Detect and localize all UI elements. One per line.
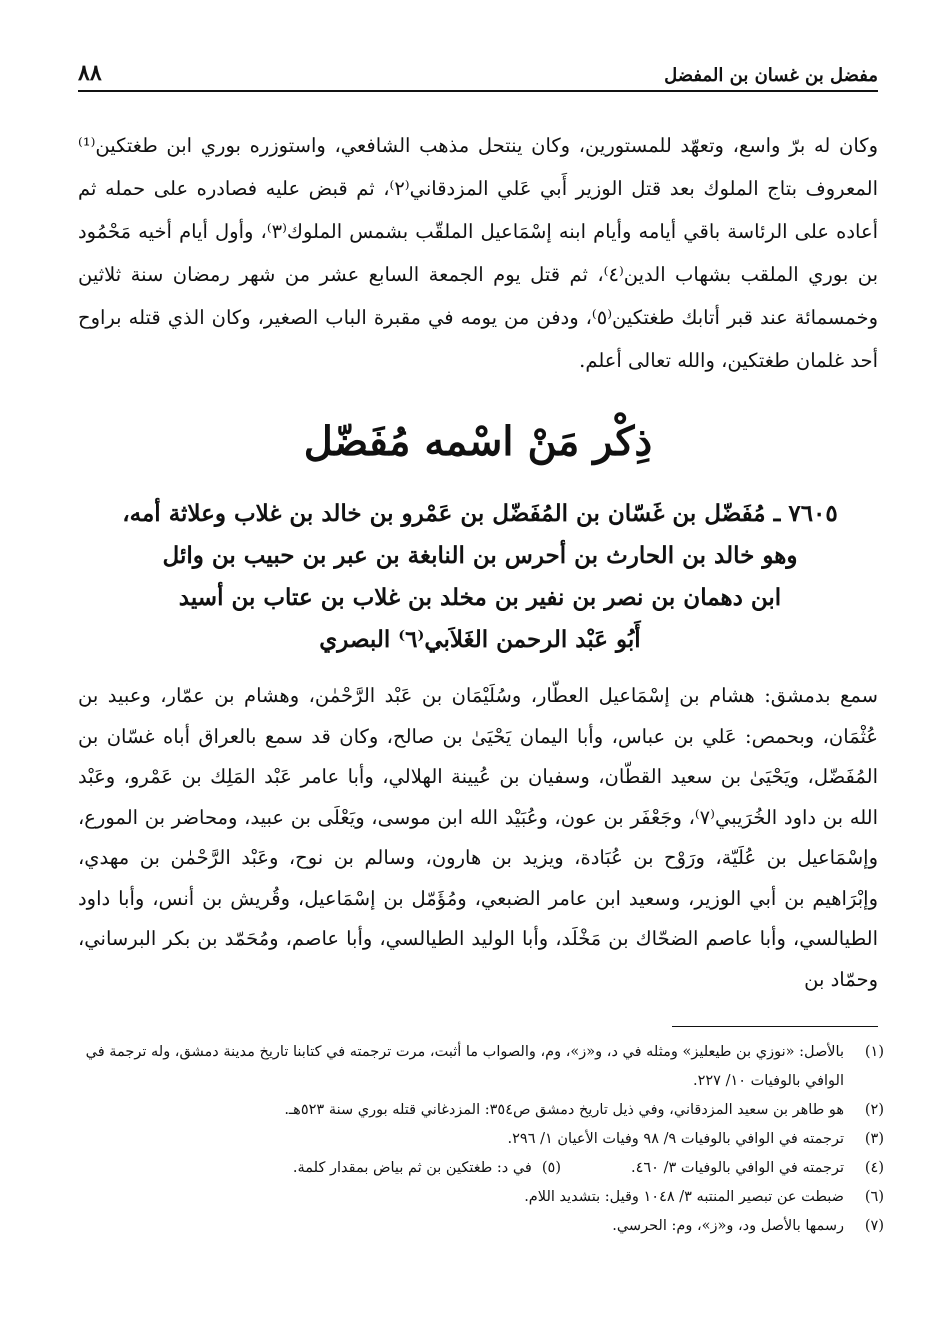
footnote-text: في د: طغتكين بن ثم بياض بمقدار كلمة. xyxy=(292,1160,532,1176)
footnote xyxy=(78,1125,884,1154)
section-title: ذِكْر مَنْ اسْمه مُفَضّل xyxy=(303,418,653,465)
footnote-number: (٧) xyxy=(864,1218,884,1234)
footnote-number: (٦) xyxy=(864,1189,884,1205)
footnote xyxy=(78,1212,884,1241)
footnote xyxy=(78,1183,884,1212)
footnote-number: (١) xyxy=(864,1044,884,1060)
footnote-pair xyxy=(78,1154,884,1183)
footnote-number: (٥) xyxy=(541,1160,561,1176)
footnote-text: ترجمته في الوافي بالوفيات ٣/ ٤٦٠. xyxy=(631,1160,844,1176)
footnote-text: رسمها بالأصل ود، و«ز»، وم: الحرسي. xyxy=(612,1218,844,1234)
footnote-number: (٣) xyxy=(864,1131,884,1147)
footnote-text: ترجمته في الوافي بالوفيات ٩/ ٩٨ وفيات الأعيان ١/ ٢٩٦. xyxy=(507,1131,844,1147)
page-number: ٨٨ xyxy=(78,60,102,86)
running-title: مفضل بن غسان بن المفضل xyxy=(664,65,878,86)
entry-heading-line: أَبُو عَبْد الرحمن الغَلاَبي⁽٦⁾ البصري xyxy=(319,626,641,653)
entry-heading-line: وهو خالد بن الحارث بن أحرس بن النابغة بن عبر بن حبيب بن وائل xyxy=(162,542,798,569)
footnote-divider xyxy=(672,1026,878,1027)
footnote-number: (٢) xyxy=(864,1102,884,1118)
intro-paragraph: وكان له برّ واسع، وتعهّد للمستورين، وكان ينتحل مذهب الشافعي، واستوزره بوري ابن طغتكين⁽¹⁾ المعروف بتاج الملوك بعد قتل الوزير أَبي عَلي المزدقاني⁽٢⁾، ثم قبض عليه فصادره على حمله ثم أعاده على الرئاسة باقي أيامه وأيام ابنه إسْمَاعيل الملقّب بشمس الملوك⁽٣⁾، وأول أيام أخيه مَحْمُود بن بوري الملقب بشهاب الدين⁽٤⁾، ثم قتل يوم الجمعة السابع عشر من شهر رمضان سنة ثلاثين وخمسمائة عند قبر أتابك طغتكين⁽٥⁾، ودفن من يومه في مقبرة الباب الصغير، وكان الذي قتله براوح أحد غلمان طغتكين، والله تعالى أعلم. xyxy=(78,134,879,372)
footnote-text: بالأصل: «نوزي بن طيعليز» ومثله في د، و«ز»، وم، والصواب ما أثبت، مرت ترجمته في كتابنا تاريخ مدينة دمشق، وله ترجمة في الوافي بالوفيات ١٠/ ٢٢٧. xyxy=(85,1044,844,1089)
footnote-text: هو طاهر بن سعيد المزدقاني، وفي ذيل تاريخ دمشق ص٣٥٤: المزدغاني قتله بوري سنة ٥٢٣هـ. xyxy=(284,1102,844,1118)
footnote-number: (٤) xyxy=(864,1160,884,1176)
footnote xyxy=(78,1038,884,1096)
footnote-text: ضبطت عن تبصير المنتبه ٣/ ١٠٤٨ وقيل: بتشديد اللام. xyxy=(524,1189,844,1205)
entry-heading-line: ٧٦٠٥ ـ مُفَضّل بن غَسّان بن المُفَضّل بن عَمْرو بن خالد بن غلاب وعلاثة أمه، xyxy=(122,500,838,527)
entry-heading-line: ابن دهمان بن نصر بن نفير بن مخلد بن غلاب بن عتاب بن أسيد xyxy=(178,584,782,611)
body-paragraph: سمع بدمشق: هشام بن إسْمَاعيل العطّار، وسُلَيْمَان بن عَبْد الرَّحْمٰن، وهشام بن عمّار، وعبيد بن عُثْمَان، وبحمص: عَلي بن عباس، وأبا اليمان يَحْيَىٰ بن صالح، وكان قد سمع بالعراق أباه غسّان بن المُفَضّل، ويَحْيَىٰ بن سعيد القطّان، وسفيان بن عُيينة الهلالي، وأبا عامر عَبْد المَلِك بن عَمْرو، وعَبْد الله بن داود الخُرَيبي⁽٧⁾، وجَعْفَر بن عون، وعُبَيْد الله ابن موسى، ويَعْلَى بن عبيد، ومحاضر بن المورع، وإسْمَاعيل بن عُلَيّة، ورَوْح بن عُبَادة، ويزيد بن هارون، وسالم بن نوح، وعَبْد الرَّحْمٰن بن مهدي، وإبْرَاهيم بن أبي الوزير، وسعيد ابن عامر الضبعي، ومُؤَمّل بن إسْمَاعيل، وقُريش بن أنس، وأبا داود الطيالسي، وأبا عاصم الضحّاك بن مَخْلَد، وأبا الوليد الطيالسي، وأبا عاصم، ومُحَمّد بن بكر البرساني، وحمّاد بن xyxy=(78,684,879,991)
entry-heading xyxy=(100,493,860,661)
footnote xyxy=(78,1096,884,1125)
page-header xyxy=(78,52,878,92)
footnotes xyxy=(78,1038,884,1241)
